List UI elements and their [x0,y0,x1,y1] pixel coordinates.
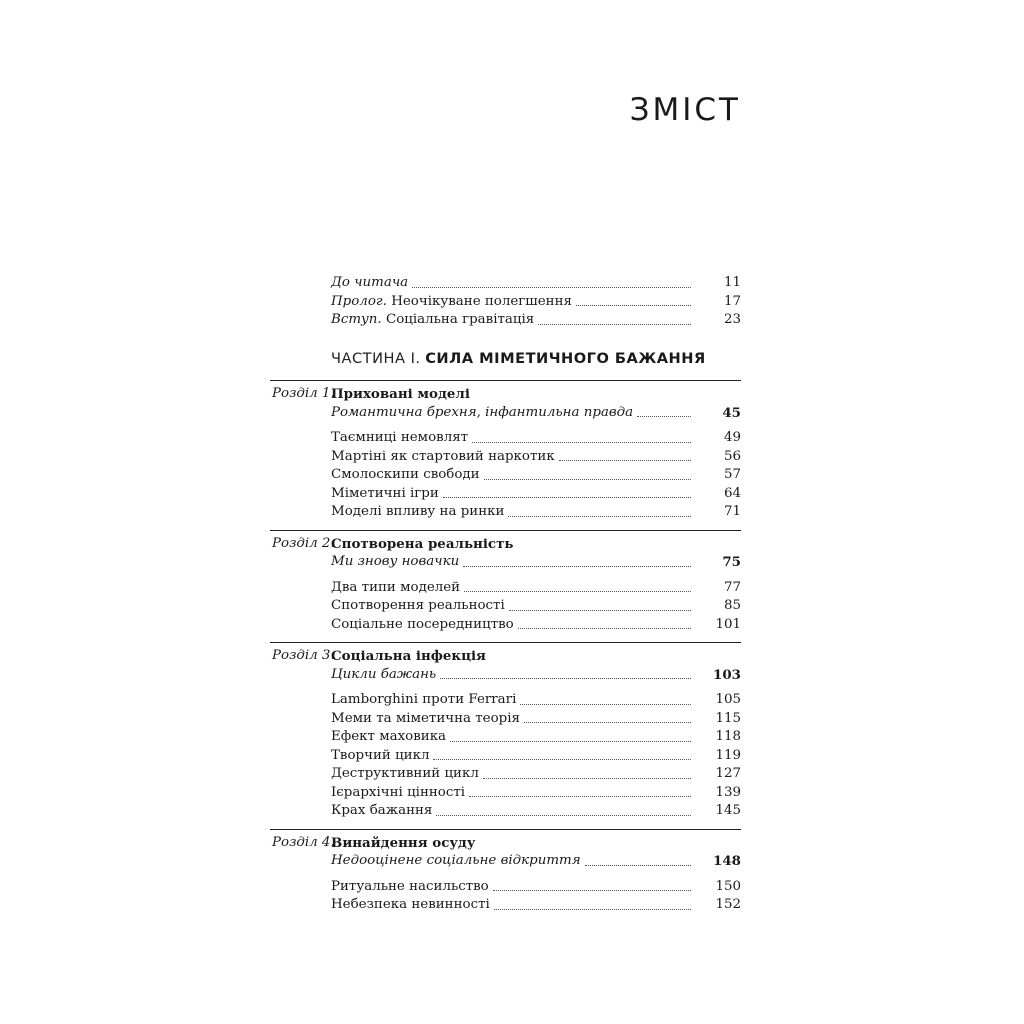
entry-italic-label: Пролог. [331,293,387,309]
dot-leader [559,460,691,461]
entry-label: Неочікуване полегшення [386,293,572,309]
toc-entry-label [331,579,462,598]
toc-entry-label [331,274,410,293]
dot-leader [484,479,691,480]
dot-leader [576,305,691,306]
toc-entry[interactable] [0,448,1024,467]
section-label: Моделі впливу на ринки [331,504,505,519]
section-label: Небезпека невинності [331,897,490,912]
toc-entry[interactable] [0,765,1024,784]
toc-entry-label [331,293,574,312]
toc-entry[interactable] [0,553,1024,572]
dot-leader [493,890,691,891]
chapter-heading[interactable] [0,647,1024,666]
chapter-block [0,643,1024,829]
dot-leader [538,324,691,325]
chapter-number: Розділ 2. [272,535,335,551]
page-number: 139 [715,784,741,800]
section-label: Смолоскипи свободи [331,467,480,482]
section-label: Меми та міметична теорія [331,710,520,726]
toc-entry[interactable] [0,691,1024,710]
dot-leader [463,566,691,567]
toc-entry-label [331,878,491,897]
chapter-block [0,381,1024,530]
section-label: Мартіні як стартовий наркотик [331,448,555,464]
section-label: Ритуальне насильство [331,878,489,894]
toc-entry-label [331,765,481,784]
page-number: 71 [723,504,741,519]
toc-entry[interactable] [0,616,1024,635]
toc-entry[interactable] [0,784,1024,803]
dot-leader [494,909,691,910]
chapter-subtitle: Цикли бажань [331,666,437,682]
spacer [0,871,1024,878]
dot-leader [433,759,691,760]
page-number: 101 [715,616,741,632]
entry-italic-label: Вступ. [331,312,382,327]
dot-leader [412,287,691,288]
page-number: 75 [722,554,741,570]
part-heading [0,350,1024,369]
page-number: 77 [723,579,741,595]
page-number: 115 [715,710,741,726]
chapter-heading[interactable] [0,834,1024,853]
toc-entry[interactable] [0,579,1024,598]
page-number: 145 [715,803,741,818]
page-number: 49 [723,430,741,445]
toc-entry[interactable] [0,293,1024,312]
toc-entry[interactable] [0,485,1024,504]
toc-entry[interactable] [0,666,1024,685]
page-number: 103 [713,666,741,683]
toc-entry-label [331,485,441,504]
toc-entry[interactable] [0,852,1024,871]
dot-leader [450,741,691,742]
section-label: Таємниці немовлят [331,430,469,445]
toc-entry-label [331,503,506,522]
toc-entry[interactable] [0,466,1024,485]
chapter-title: Винайдення осуду [331,834,476,851]
section-label: Ієрархічні цінності [331,784,466,800]
page-number: 85 [723,598,741,613]
chapter-number: Розділ 1. [272,386,335,401]
part-name: СИЛА МІМЕТИЧНОГО БАЖАННЯ [425,349,706,367]
dot-leader [436,815,691,816]
toc-entry[interactable] [0,710,1024,729]
toc-entry[interactable] [0,878,1024,897]
dot-leader [469,796,691,797]
dot-leader [440,678,691,679]
toc-entry[interactable] [0,429,1024,448]
section-label: Соціальне посередництво [331,616,514,632]
section-label: Два типи моделей [331,579,461,595]
toc-entry[interactable] [0,896,1024,915]
section-label: Спотворення реальності [331,598,505,613]
chapter-block [0,531,1024,643]
toc-entry-label [331,466,482,485]
section-label: Lamborghini проти Ferrari [331,692,517,707]
chapter-subtitle: Романтична брехня, інфантильна правда [331,404,634,420]
dot-leader [483,778,691,779]
toc-entry-label [331,448,557,467]
toc-entry-label [331,429,470,448]
page-number: 148 [713,853,741,869]
section-label: Творчий цикл [331,747,430,763]
spacer [0,422,1024,429]
page-number: 11 [723,275,741,290]
dot-leader [637,416,691,417]
page-number: 56 [723,448,741,464]
dot-leader [518,628,691,629]
dot-leader [585,865,691,866]
page-title: ЗМІСТ [629,92,741,128]
dot-leader [508,516,691,517]
page-number: 105 [715,692,741,707]
chapter-number: Розділ 4. [272,834,335,850]
toc-entry-label [331,728,448,747]
table-of-contents [0,274,1024,923]
chapter-heading[interactable] [0,385,1024,404]
toc-entry-label [331,802,434,821]
toc-entry-label [331,784,467,803]
toc-entry-label [331,616,516,635]
page-number: 57 [723,467,741,482]
chapter-title: Спотворена реальність [331,535,514,552]
chapter-subtitle: Недооцінене соціальне відкриття [331,853,581,868]
dot-leader [520,704,691,705]
toc-entry-label [331,710,522,729]
dot-leader [509,610,691,611]
page-number: 152 [715,897,741,912]
chapter-number: Розділ 3. [272,648,335,663]
entry-italic-label: До читача [331,275,409,290]
dot-leader [464,591,691,592]
section-label: Ефект маховика [331,729,447,744]
page-number: 119 [715,747,741,763]
toc-entry-label [331,666,438,685]
toc-entry[interactable] [0,311,1024,330]
spacer [0,572,1024,579]
page-number: 127 [715,766,741,781]
page-number: 23 [723,312,741,327]
spacer [0,684,1024,691]
toc-entry-label [331,896,492,915]
toc-entry[interactable] [0,802,1024,821]
toc-entry-label [331,852,583,871]
dot-leader [524,722,691,723]
section-label: Міметичні ігри [331,485,439,501]
toc-entry-label [331,691,518,710]
toc-entry[interactable] [0,503,1024,522]
section-label: Деструктивний цикл [331,766,479,781]
toc-entry-label [331,597,507,616]
page-number: 45 [722,404,741,421]
toc-entry[interactable] [0,597,1024,616]
toc-entry-label [331,747,431,766]
section-label: Крах бажання [331,803,433,818]
toc-entry[interactable] [0,747,1024,766]
dot-leader [443,497,691,498]
toc-entry-label [331,553,461,572]
toc-entry[interactable] [0,404,1024,423]
toc-entry-label [331,311,536,330]
toc-entry[interactable] [0,728,1024,747]
chapter-block [0,830,1024,923]
page-number: 17 [723,293,741,309]
page-number: 64 [723,485,741,501]
dot-leader [472,442,691,443]
toc-entry-label [331,404,635,423]
chapter-title: Соціальна інфекція [331,648,486,664]
chapter-subtitle: Ми знову новачки [331,554,460,569]
chapter-heading[interactable] [0,535,1024,554]
entry-label: Соціальна гравітація [381,312,535,327]
page-number: 118 [715,729,741,744]
page-number: 150 [715,878,741,894]
chapter-title: Приховані моделі [331,386,470,402]
part-label: ЧАСТИНА І. [331,349,421,367]
toc-entry[interactable] [0,274,1024,293]
